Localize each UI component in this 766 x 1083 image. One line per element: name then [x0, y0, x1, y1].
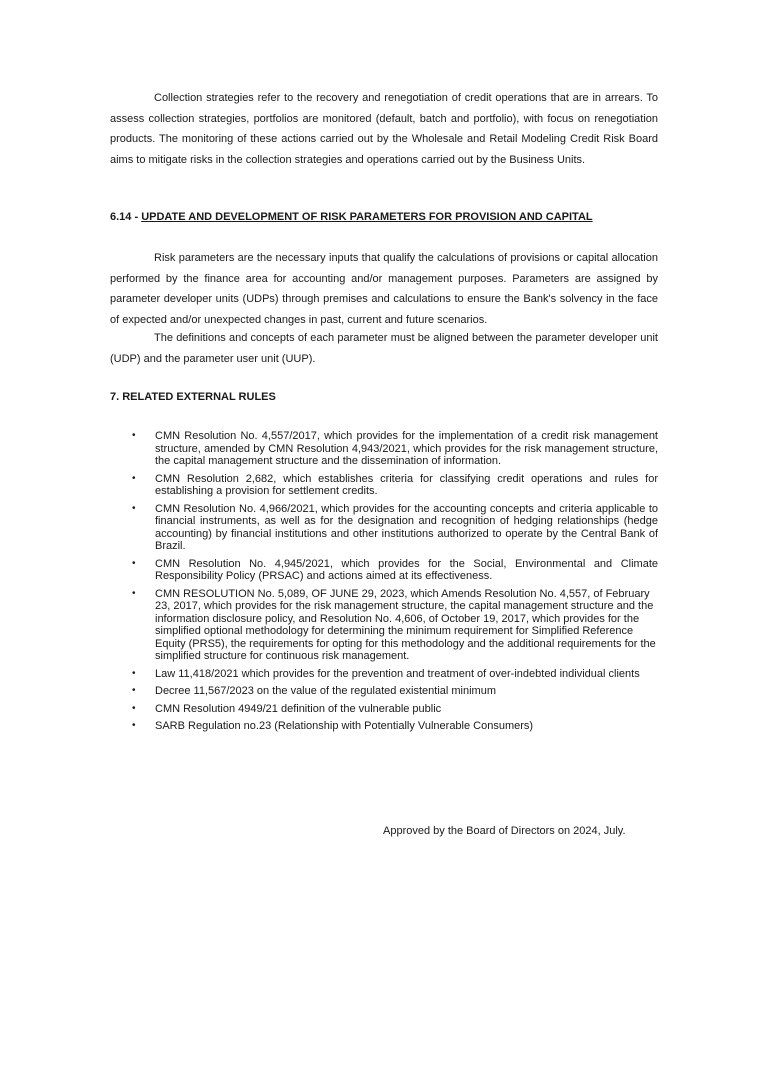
list-item: • CMN Resolution No. 4,966/2021, which provides for the accounting concepts and criteria applicable to financial instruments, as well as for the designation and recognition of hedging relationships (hedge accounting) by financial institutions and other institutions authorized to operate by the Central Bank of Brazil. — [132, 502, 658, 552]
list-item: • SARB Regulation no.23 (Relationship with Potentially Vulnerable Consumers) — [132, 720, 534, 732]
list-item: • CMN RESOLUTION No. 5,089, OF JUNE 29, 2023, which Amends Resolution No. 4,557, of February 23, 2017, which provides for the risk management structure, the capital management structure and the information disclosure policy, and Resolution No. 4,606, of October 19, 2017, which provides for the simplified optional methodology for determining the minimum requirement for Simplified Reference Equity (PRS5), the requirements for opting for this methodology and the additional requirements for the simplified structure for continuous risk management. — [132, 587, 656, 662]
bullet-icon: • — [132, 502, 136, 514]
section-6-14-title: UPDATE AND DEVELOPMENT OF RISK PARAMETERS FOR PROVISION AND CAPITAL — [141, 211, 593, 223]
list-item: • CMN Resolution No. 4,945/2021, which provides for the Social, Environmental and Climate Responsibility Policy (PRSAC) and actions aimed at its effectiveness. — [132, 557, 658, 582]
bullet-icon: • — [132, 685, 136, 696]
list-item: • CMN Resolution 4949/21 definition of the vulnerable public — [132, 702, 442, 715]
risk-parameters-paragraph: Risk parameters are the necessary inputs that qualify the calculations of provisions or capital allocation performed by the finance area for accounting and/or management purposes. Parameters are assigned by parameter developer units (UDPs) through premises and calculations to ensure the Bank's solvency in the face of expected and/or unexpected changes in past, current and future scenarios. — [110, 252, 658, 326]
parameter-definitions-paragraph: The definitions and concepts of each parameter must be aligned between the parameter developer unit (UDP) and the parameter user unit (UUP). — [110, 332, 658, 365]
board-approval-note: Approved by the Board of Directors on 2024, July. — [383, 825, 626, 837]
bullet-icon: • — [132, 557, 136, 569]
external-rules-list — [110, 430, 658, 738]
bullet-icon: • — [132, 720, 136, 731]
bullet-icon: • — [132, 667, 136, 679]
bullet-icon: • — [132, 587, 136, 599]
bullet-icon: • — [132, 472, 136, 484]
bullet-icon: • — [132, 702, 136, 714]
section-6-14-heading — [110, 210, 593, 224]
list-item: • Law 11,418/2021 which provides for the prevention and treatment of over-indebted individual clients — [132, 667, 640, 680]
section-7-heading: 7. RELATED EXTERNAL RULES — [110, 391, 276, 403]
list-item: • CMN Resolution No. 4,557/2017, which provides for the implementation of a credit risk management structure, amended by CMN Resolution 4,943/2021, which provides for the risk management structure, the capital management structure and the dissemination of information. — [132, 430, 658, 467]
section-6-14-number: 6.14 - — [110, 211, 142, 223]
bullet-icon: • — [132, 430, 136, 441]
collection-strategies-paragraph: Collection strategies refer to the recovery and renegotiation of credit operations that are in arrears. To assess collection strategies, portfolios are monitored (default, batch and portfolio), with focus on renegotiation products. The monitoring of these actions carried out by the Wholesale and Retail Modeling Credit Risk Board aims to mitigate risks in the collection strategies and operations carried out by the Business Units. — [110, 92, 658, 166]
list-item: • CMN Resolution 2,682, which establishes criteria for classifying credit operations and rules for establishing a provision for settlement credits. — [132, 472, 658, 497]
list-item: • Decree 11,567/2023 on the value of the regulated existential minimum — [132, 685, 497, 697]
